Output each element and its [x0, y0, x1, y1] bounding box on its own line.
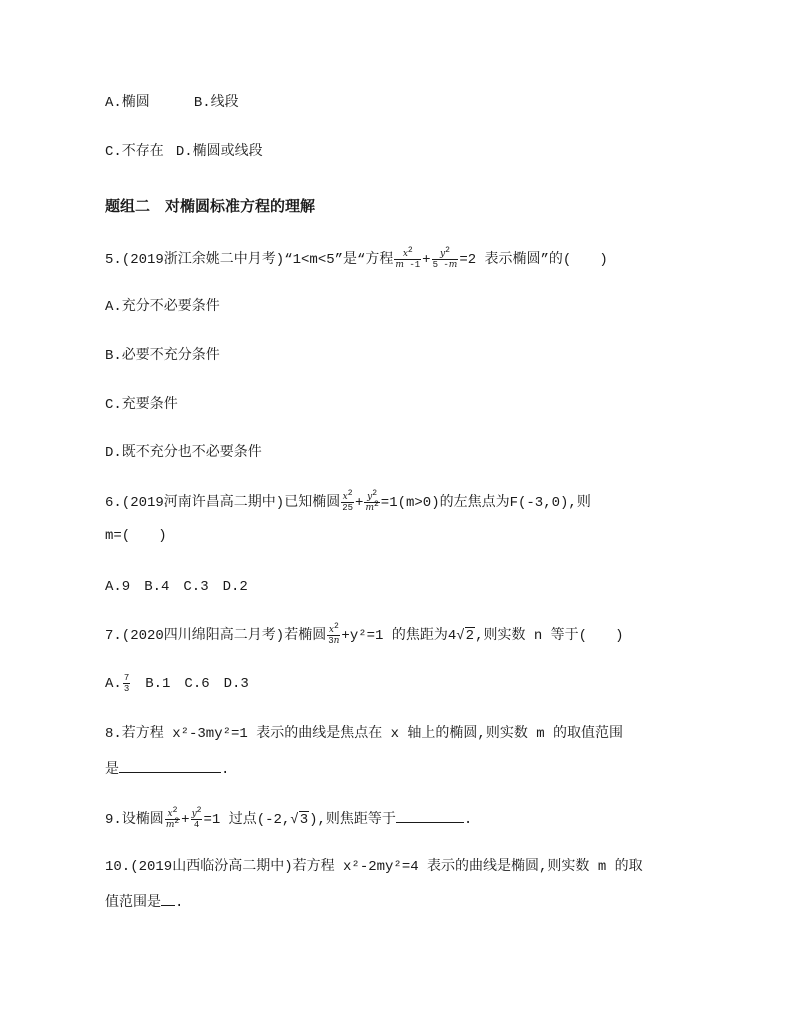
q4-options-row2 [105, 142, 263, 162]
q10-line2: 值范围是 [105, 895, 161, 911]
q6-suffix: =1(m>0)的左焦点为F(-3,0),则 [380, 495, 591, 512]
q7-options: A. $\frac{7}{3}$ B.1 C.6 D.3 [105, 673, 249, 694]
q6-options: A.9 B.4 C.3 D.2 [105, 579, 248, 595]
q7-suffix: ,则实数 n 等于( ) [475, 628, 624, 645]
answer-blank[interactable] [119, 758, 221, 773]
q5-option-a: A.充分不必要条件 [105, 299, 220, 315]
q9-mid: =1 过点(-2, [203, 812, 291, 828]
q9-sqrt-3: √3 [290, 812, 309, 828]
q6-line2: m=( ) [105, 528, 167, 544]
q5-option-b: B.必要不充分条件 [105, 348, 220, 364]
q7-option-a-fraction: $\frac{7}{3}$ [123, 673, 130, 694]
q9-prefix: 9.设椭圆 [105, 812, 164, 828]
q9-fraction-2: $\frac{y^2}{4}$ [191, 805, 202, 830]
q5-prefix: 5.(2019浙江余姚二中月考)“1<m<5”是“方程 [105, 252, 394, 269]
question-10-line2: 值范围是 . [105, 891, 183, 913]
q5-option-d: D.既不充分也不必要条件 [105, 445, 262, 461]
question-6: 6.(2019河南许昌高二期中)已知椭圆 $\frac{x^2}{25}$ + $\frac{y^2}{m^2}$ =1(m>0)的左焦点为F(-3,0),则 [105, 489, 591, 513]
q9-fraction-1: $\frac{x^2}{m^2}$ [165, 805, 180, 830]
question-8-line2: 是 . [105, 758, 229, 780]
q6-prefix: 6.(2019河南许昌高二期中)已知椭圆 [105, 495, 341, 512]
q5-option-c: C.充要条件 [105, 397, 178, 413]
q5-fraction-2: $\frac{y^2}{5 -m}$ [432, 246, 458, 270]
q7-prefix: 7.(2020四川绵阳高二月考)若椭圆 [105, 628, 327, 645]
q5-fraction-1: $\frac{x^2}{m -1}$ [395, 246, 421, 270]
q6-fraction-1: $\frac{x^2}{25}$ [342, 489, 354, 513]
q6-fraction-2: $\frac{y^2}{m^2}$ [365, 489, 379, 513]
q7-options-rest: B.1 C.6 D.3 [131, 676, 249, 693]
answer-blank[interactable] [396, 808, 464, 823]
q7-mid: +y²=1 的焦距为 [341, 628, 448, 645]
section-title: 题组二 对椭圆标准方程的理解 [105, 197, 316, 215]
question-7 [105, 622, 624, 646]
q9-suffix: ),则焦距等于 [309, 812, 396, 828]
q10-line1: 10.(2019山西临汾高二期中)若方程 x²-2my²=4 表示的曲线是椭圆,则实数 m 的取 [105, 859, 643, 875]
q5-suffix: =2 表示椭圆”的( ) [459, 252, 608, 269]
answer-blank[interactable] [161, 891, 175, 906]
q4-options-row1 [105, 93, 239, 113]
option-a: A.椭圆 [105, 95, 150, 111]
q8-line1: 8.若方程 x²-3my²=1 表示的曲线是焦点在 x 轴上的椭圆,则实数 m 的取值范围 [105, 726, 624, 742]
q7-fraction: $\frac{x^2}{3n}$ [328, 622, 340, 646]
option-d: D.椭圆或线段 [175, 144, 263, 160]
question-5: 5.(2019浙江余姚二中月考)“1<m<5”是“方程 $\frac{x^2}{m -1}$ + $\frac{y^2}{5 -m}$ =2 表示椭圆”的( ) [105, 246, 608, 270]
q7-focal-length: 4√2 [447, 628, 475, 645]
option-c: C.不存在 [105, 144, 164, 160]
option-b: B.线段 [193, 95, 239, 111]
q8-line2: 是 [105, 762, 119, 778]
question-9: 9.设椭圆 $\frac{x^2}{m^2}$ + $\frac{y^2}{4}$ =1 过点(-2,√3),则焦距等于 . [105, 805, 473, 830]
